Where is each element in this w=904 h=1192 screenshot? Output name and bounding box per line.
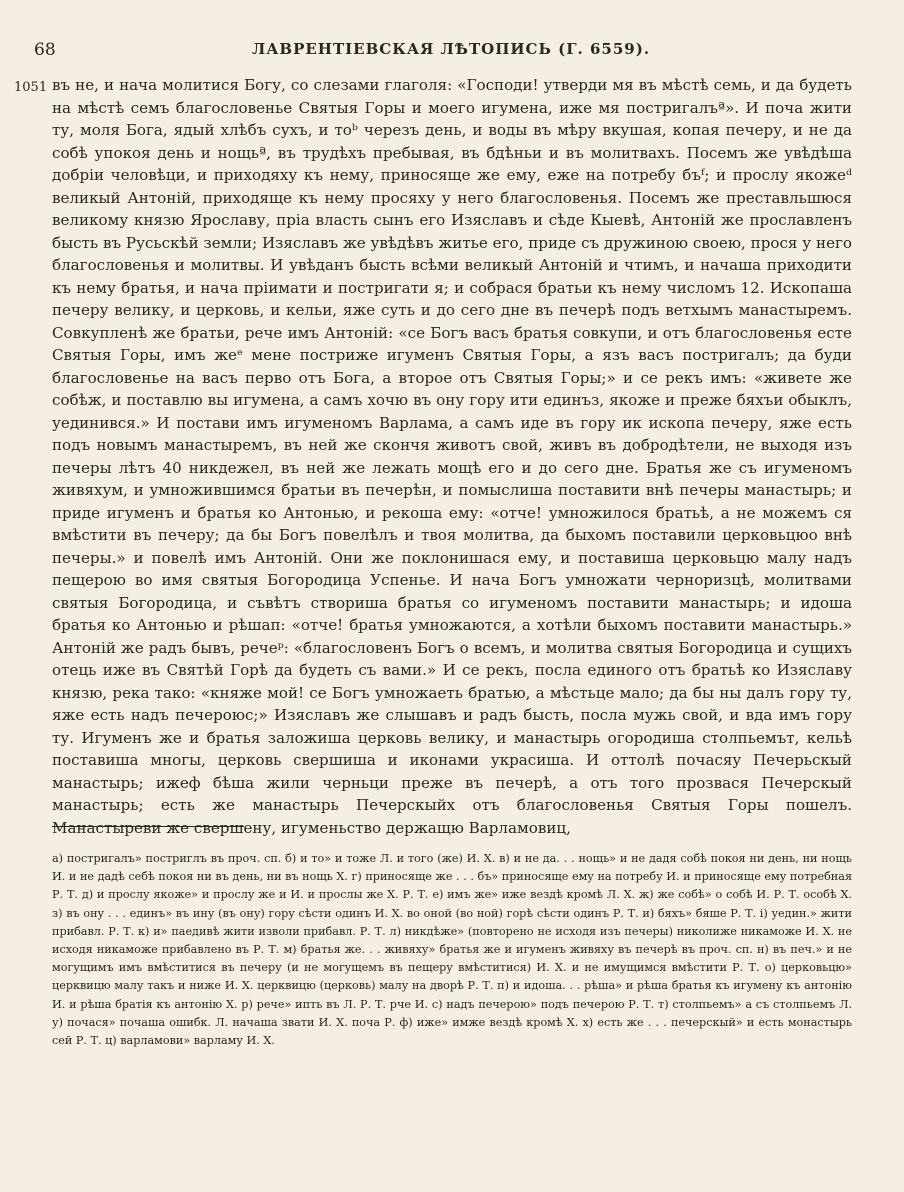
page-header [34,40,868,66]
footnotes [52,850,852,1050]
margin-year: 1051 [14,80,48,95]
running-head: ЛАВРЕНТІЕВСКАЯ ЛѢТОПИСЬ (Г. 6559). [251,40,651,58]
footnote-text: а) постригалъ» постриглъ въ проч. сп. б) и то» и тоже Л. и того (же) И. Х. в) и не да. . . нощь» и не дадя собѣ покоя ни день, ни нощь И. и не дадѣ себѣ покоя ни въ день, ни въ нощь Х. г) приносяще же . . . бъ» приносяще ему на потребу И. и приносяще ему потребная Р. Т. д) и прослу якоже» и прослу же и И. и прослы же Х. Р. Т. е) имъ же» иже вездѣ кромѣ Л. Х. ж) же собѣ» о собѣ И. Р. Т. особѣ Х. з) въ ону . . . единъ» въ ину (въ ону) гору сѣсти одинъ И. Х. во оной (во ной) горѣ сѣсти одинъ Р. Т. и) бяхъ» бяше Р. Т. і) уедин.» жити прибавл. Р. Т. к) и» паедивѣ жити изволи прибавл. Р. Т. л) никдѣже» (повторено не исходя изъ печеры) николиже никаможе И. Х. не исходя никаможе прибавлено въ Р. Т. м) братья же. . . живяху» братья же и игуменъ живяху въ печерѣ въ проч. сп. н) въ печ.» и не могущимъ имъ вмѣститися въ печеру (и не могущемъ въ пещеру вмѣститися) И. Х. и не имущимся вмѣстити Р. Т. о) церковьцю» церквицю малу такъ и ниже И. Х. церквицю (церковь) малу на дворѣ Р. Т. п) и идоша. . . рѣша» и рѣша братья къ игумену къ антонію И. и рѣша братія къ антонію Х. р) рече» ипть въ Л. Р. Т. рче И. с) надъ печерою» подъ печерою Р. Т. т) столпьемъ» а съ столпьемъ Л. у) почася» почаша ошибк. Л. начаша звати И. Х. поча Р. ф) иже» имже вездѣ кромѣ Х. х) есть же . . . печерскый» и есть монастырь сей Р. Т. ц) варламови» варламу И. Х. [52,852,852,1048]
main-text [52,74,852,839]
footnote-rule [52,826,244,827]
body-paragraph: въ не, и нача молитися Богу, со слезами глаголя: «Господи! утверди мя въ мѣстѣ семь, и да будеть на мѣстѣ семъ благословенье Святыя Горы и моего игумена, иже мя постригалъª». И поча жити ту, моля Бога, ядый хлѣбъ сухъ, и тоᵇ черезъ день, и воды въ мѣру вкушая, копая печеру, и не да собѣ упокоя день и нощьª, въ трудѣхъ пребывая, въ бдѣньи и въ молитвахъ. Посемъ же увѣдѣша добріи человѣци, и приходяху къ нему, приносяще же ему, еже на потребу бъᶠ; и прослу якожеᵈ великый Антоній, приходяще къ нему просяху у него благословенья. Посемъ же преставльшюся великому князю Ярославу, пріа власть сынъ его Изяславъ и сѣде Кыевѣ, Антоній же прославленъ бысть въ Русьскѣй земли; Изяславъ же увѣдѣвъ житье его, приде съ дружиною своею, прося у него благословенья и молитвы. И увѣданъ бысть всѣми великый Антоній и чтимъ, и начаша приходити къ нему братья, и нача пріимати и постригати я; и собрася братьи къ нему числомъ 12. Ископаша печеру велику, и церковь, и кельи, яже суть и до сего дне въ печерѣ подъ ветхымъ манастыремъ. Совкупленѣ же братьи, рече имъ Антоній: «се Богъ васъ братья совкупи, и отъ благословенья есте Святыя Горы, имъ жеᵉ мене постриже игуменъ Святыя Горы, а язъ васъ постригалъ; да буди благословенье на васъ перво отъ Бога, а второе отъ Святыя Горы;» и се рекъ имъ: «живете же собѣж, и поставлю вы игумена, а самъ хочю въ ону гору ити единъз, якоже и преже бяхъи обыклъ, уединився.» И постави имъ игуменомъ Варлама, а самъ иде въ гору ик ископа печеру, яже есть подъ новымъ манастыремъ, въ ней же скончя животъ свой, живъ въ добродѣтели, не выходя изъ печеры лѣтъ 40 никдежел, въ ней же лежать мощѣ его и до сего дне. Братья же съ игуменомъ живяхум, и умножившимся братьи въ печерѣн, и помыслиша поставити внѣ печеры манастырь; и приде игуменъ и братья ко Антонью, и рекоша ему: «отче! умножилося братьѣ, а не можемъ ся вмѣстити въ печеру; да бы Богъ повелѣлъ и твоя молитва, да быхомъ поставили церковьцюо внѣ печеры.» и повелѣ имъ Антоній. Они же поклонишася ему, и поставиша церковьцю малу надъ пещерою во имя святыя Богородица Успенье. И нача Богъ умножати черноризцѣ, молитвами святыя Богородица, и съвѣтъ створиша братья со игуменомъ поставити манастырь; и идоша братья ко Антонью и рѣшап: «отче! братья умножаются, а хотѣли быхомъ поставити манастырь.» Антоній же радъ бывъ, речеᵖ: «благословенъ Богъ о всемъ, и молитва святыя Богородица и сущихъ отець иже въ Святѣй Горѣ да будеть съ вами.» И се рекъ, посла единого отъ братьѣ ко Изяславу князю, река тако: «княже мой! се Богъ умножаеть братью, а мѣстьце мало; да бы ны далъ гору ту, яже есть надъ печероюс;» Изяславъ же слышавъ и радъ бысть, посла мужь свой, и вда имъ гору ту. Игуменъ же и братья заложиша церковь велику, и манастырь огородиша столпьемът, кельѣ поставиша многы, церковь свершиша и иконами украсиша. И оттолѣ почасяу Печерьскый манастырь; ижеф бѣша жили черньци преже въ печерѣ, а отъ того прозвася Печерскый манастырь; есть же манастырь Печерскыйх отъ благословенья Святыя Горы пошелъ. Манастыреви же свершену, игуменьство держащю Варламовиц, [52,76,852,837]
page-number: 68 [34,40,56,60]
